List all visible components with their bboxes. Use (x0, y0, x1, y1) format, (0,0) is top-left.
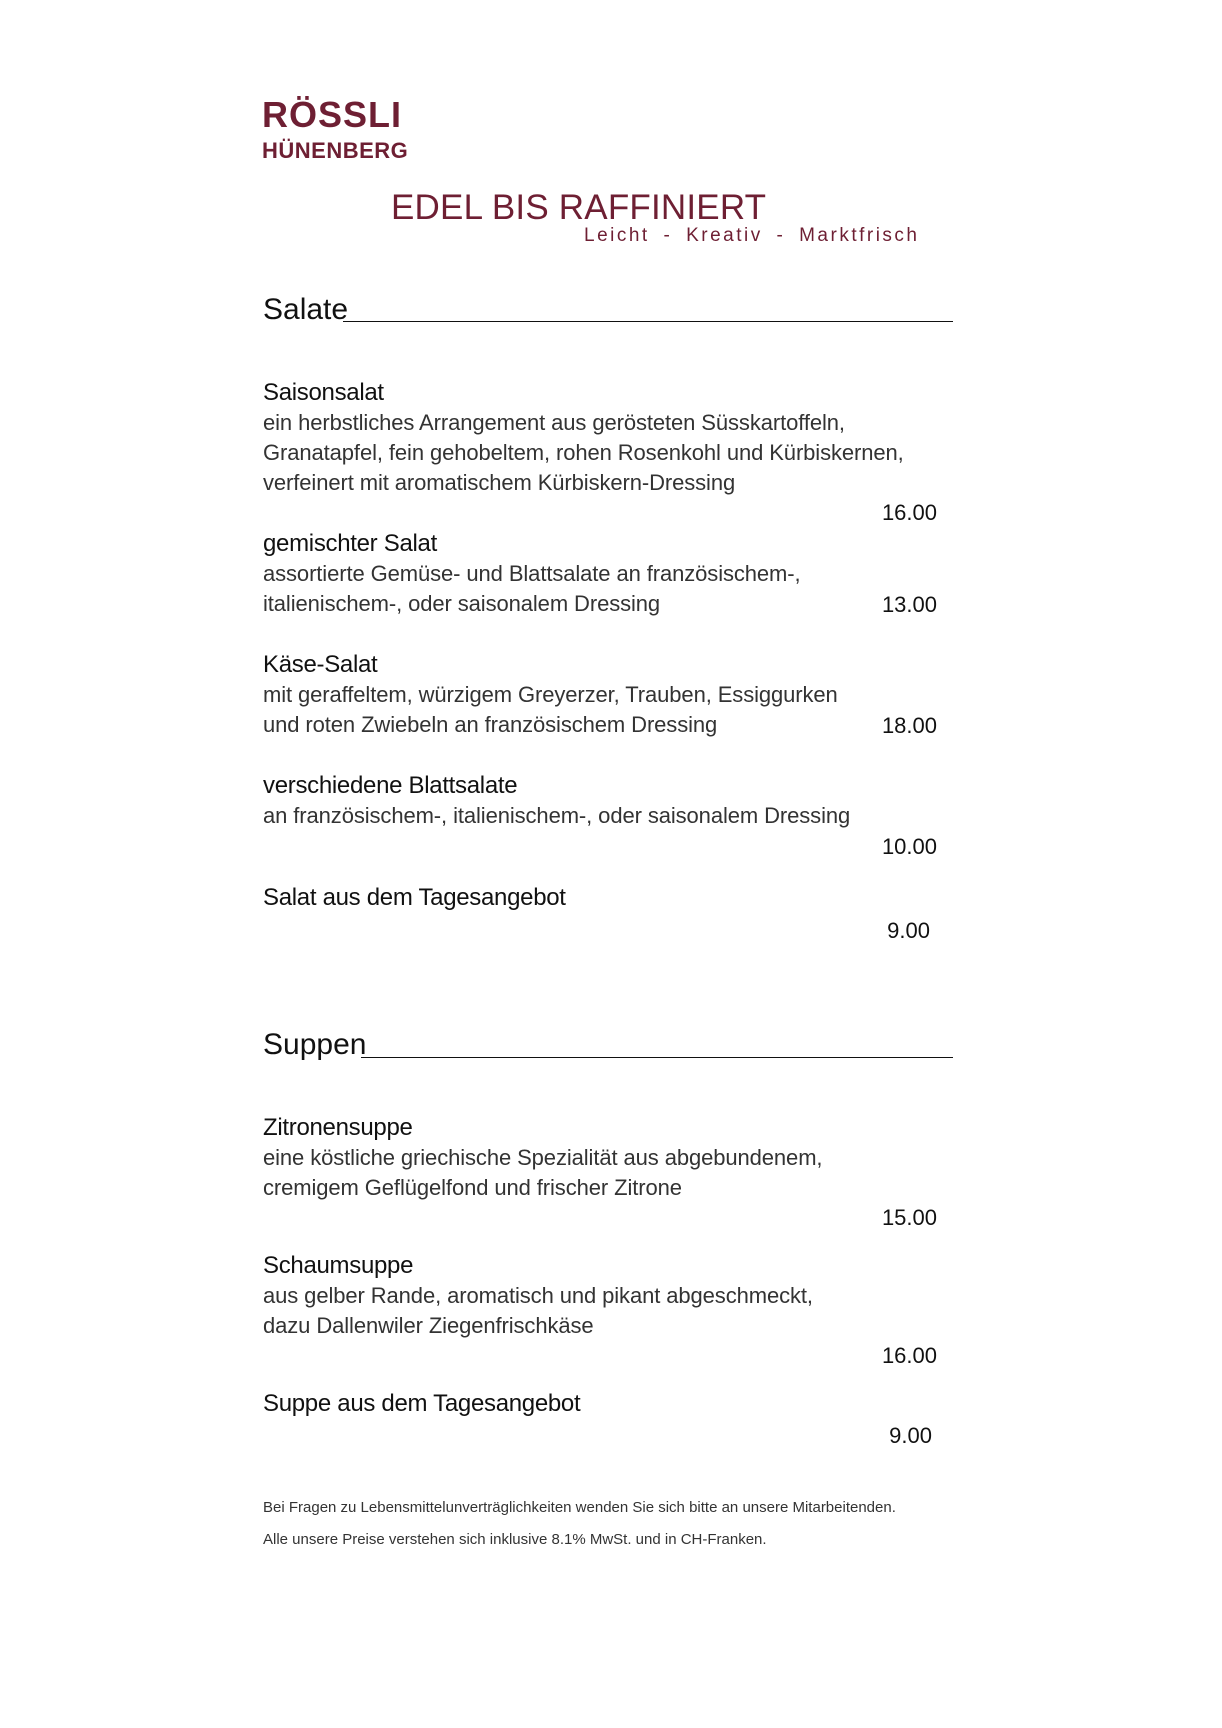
menu-item-name: Schaumsuppe (263, 1252, 414, 1279)
menu-item-description: assortierte Gemüse- und Blattsalate an französischem-, (263, 561, 801, 586)
section-divider (343, 321, 953, 322)
menu-item-description: aus gelber Rande, aromatisch und pikant abgeschmeckt, (263, 1283, 813, 1308)
menu-item-price: 15.00 (881, 1205, 937, 1230)
menu-item-name: Salat aus dem Tagesangebot (263, 884, 566, 911)
menu-item-name: Käse-Salat (263, 651, 378, 678)
page-headline: EDEL BIS RAFFINIERT (391, 188, 767, 227)
menu-item-description: italienischem-, oder saisonalem Dressing (263, 591, 661, 616)
section-title-suppen: Suppen (263, 1028, 367, 1061)
page-tagline: Leicht - Kreativ - Marktfrisch (584, 225, 920, 246)
menu-item-description: Granatapfel, fein gehobeltem, rohen Rosenkohl und Kürbiskernen, (263, 440, 904, 465)
menu-item-description: eine köstliche griechische Spezialität aus abgebundenem, (263, 1145, 823, 1170)
menu-item-price: 13.00 (881, 592, 937, 617)
menu-item-description: cremigem Geflügelfond und frischer Zitrone (263, 1175, 682, 1200)
logo-roessli: RÖSSLI (262, 94, 403, 135)
menu-item-name: Suppe aus dem Tagesangebot (263, 1390, 581, 1417)
menu-item-name: Zitronensuppe (263, 1114, 413, 1141)
menu-item-description: mit geraffeltem, würzigem Greyerzer, Trauben, Essiggurken (263, 682, 838, 707)
menu-item-price: 10.00 (881, 834, 937, 859)
menu-item-name: Saisonsalat (263, 379, 384, 406)
menu-item-price: 9.00 (887, 918, 930, 943)
menu-item-name: verschiedene Blattsalate (263, 772, 518, 799)
menu-item-price: 16.00 (881, 1343, 937, 1368)
menu-item-description: an französischem-, italienischem-, oder saisonalem Dressing (263, 803, 851, 828)
menu-item-description: dazu Dallenwiler Ziegenfrischkäse (263, 1313, 594, 1338)
menu-item-description: ein herbstliches Arrangement aus gerösteten Süsskartoffeln, (263, 410, 845, 435)
allergy-note: Bei Fragen zu Lebensmittelunverträglichkeiten wenden Sie sich bitte an unsere Mitarbeitenden. (263, 1499, 896, 1516)
price-note: Alle unsere Preise verstehen sich inklusive 8.1% MwSt. und in CH-Franken. (263, 1531, 767, 1548)
section-title-salate: Salate (263, 293, 349, 326)
menu-item-price: 9.00 (889, 1423, 932, 1448)
menu-item-description: verfeinert mit aromatischem Kürbiskern-Dressing (263, 470, 736, 495)
logo-huenenberg: HÜNENBERG (262, 138, 409, 163)
section-divider (361, 1057, 953, 1058)
menu-item-name: gemischter Salat (263, 530, 437, 557)
menu-item-description: und roten Zwiebeln an französischem Dressing (263, 712, 718, 737)
menu-item-price: 16.00 (881, 500, 937, 525)
menu-item-price: 18.00 (881, 713, 937, 738)
